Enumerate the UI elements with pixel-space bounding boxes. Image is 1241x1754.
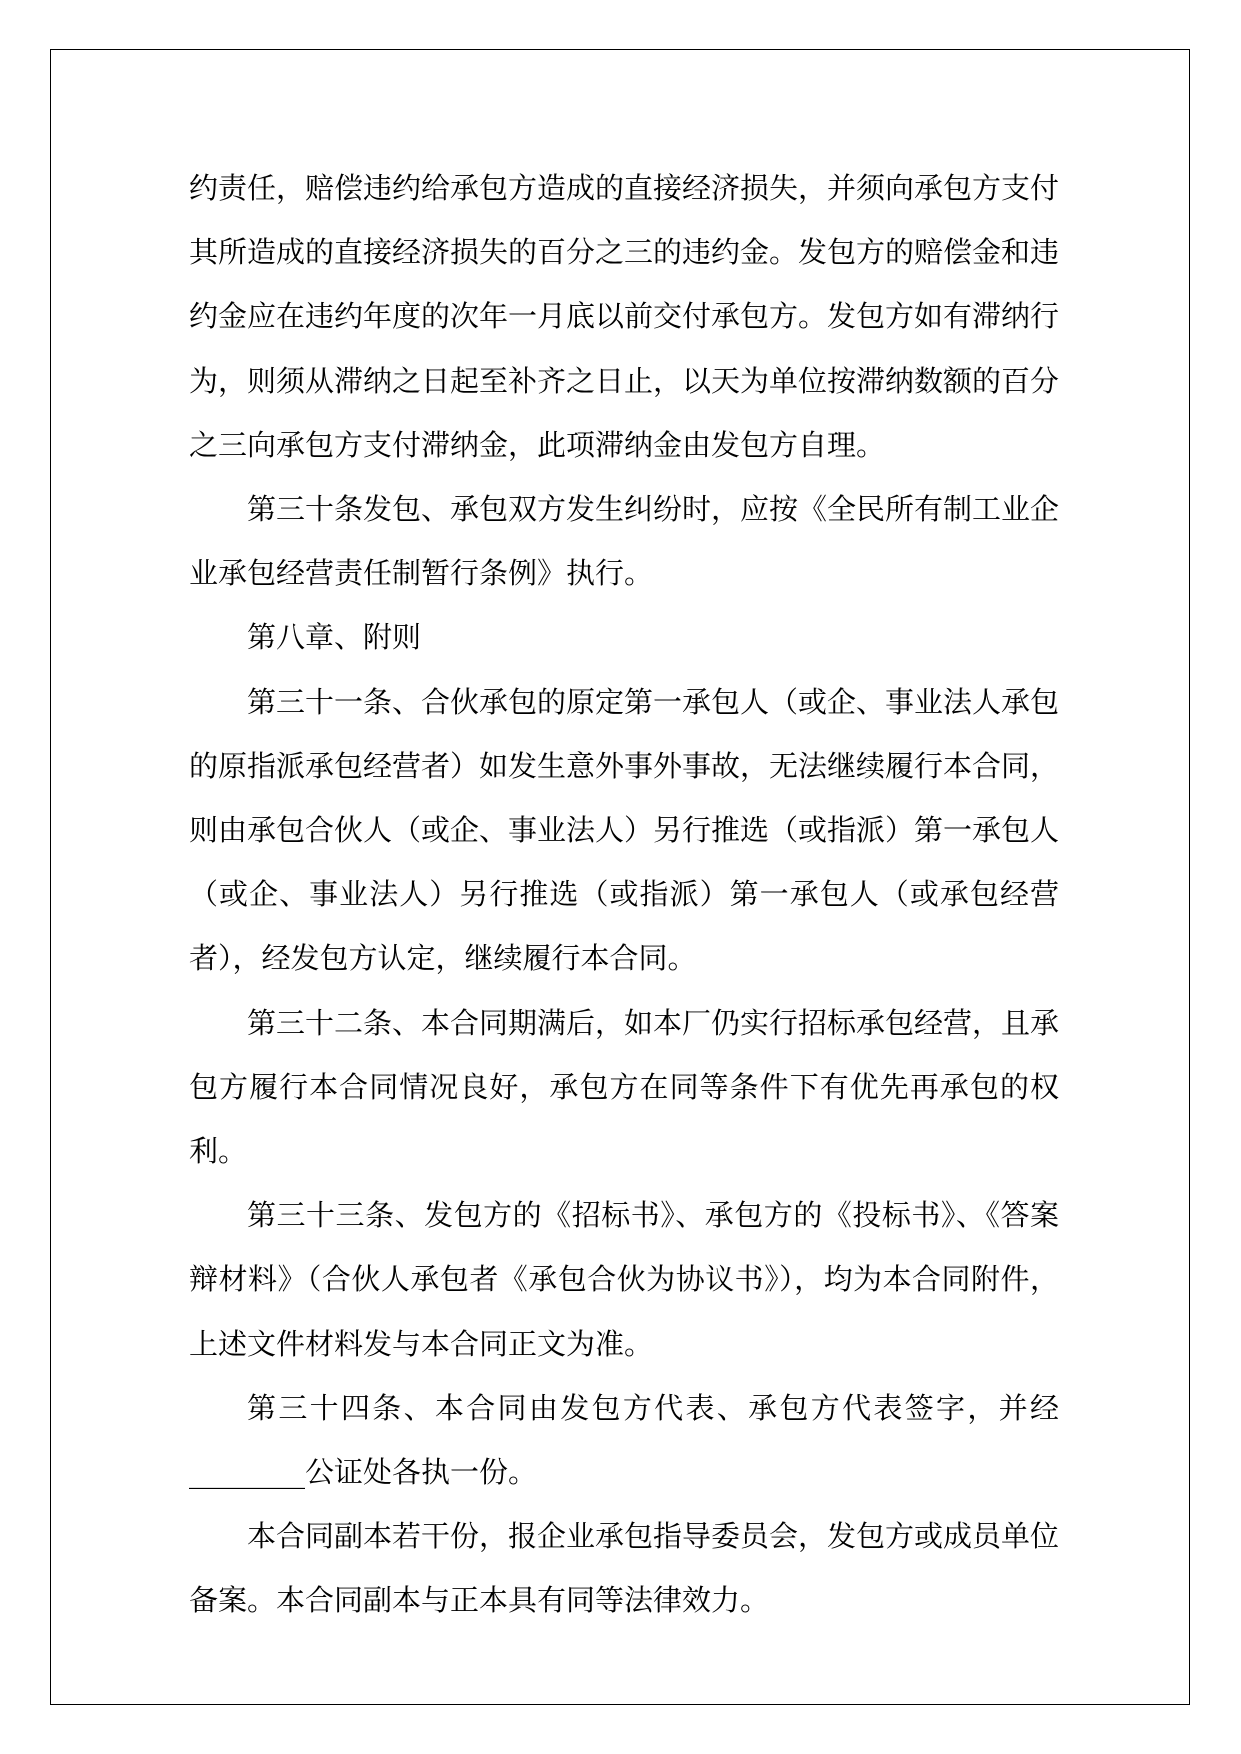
- paragraph-article-33: 第三十三条、发包方的《招标书》、承包方的《投标书》、《答案辩材料》（合伙人承包者《承包合伙为协议书》），均为本合同附件，上述文件材料发与本合同正文为准。: [189, 1198, 1059, 1361]
- paragraph-article-34: 第三十四条、本合同由发包方代表、承包方代表签字，并经________公证处各执一份。: [189, 1390, 1059, 1490]
- paragraph-copies-note: 本合同副本若干份，报企业承包指导委员会，发包方或成员单位备案。本合同副本与正本具有同等法律效力。: [189, 1519, 1060, 1618]
- paragraph-article-31: 第三十一条、合伙承包的原定第一承包人（或企、事业法人承包的原指派承包经营者）如发生意外事外事故，无法继续履行本合同，则由承包合伙人（或企、事业法人）另行推选（或指派）第一承包人（或企、事业法人）另行推选（或指派）第一承包人（或承包经营者），经发包方认定，继续履行本合同。: [189, 684, 1060, 976]
- paragraph-article-32: 第三十二条、本合同期满后，如本厂仍实行招标承包经营，且承包方履行本合同情况良好，承包方在同等条件下有优先再承包的权利。: [189, 1005, 1060, 1169]
- paragraph-article-30: 第三十条发包、承包双方发生纠纷时，应按《全民所有制工业企业承包经营责任制暂行条例》执行。: [189, 492, 1060, 591]
- chapter-heading-supplementary: 第八章、附则: [247, 620, 422, 655]
- paragraph-breach-liability: 约责任，赔偿违约给承包方造成的直接经济损失，并须向承包方支付其所造成的直接经济损失的百分之三的违约金。发包方的赔偿金和违约金应在违约年度的次年一月底以前交付承包方。发包方如有滞纳行为，则须从滞纳之日起至补齐之日止，以天为单位按滞纳数额的百分之三向承包方支付滞纳金，此项滞纳金由发包方自理。: [189, 171, 1060, 462]
- document-body: [189, 156, 1059, 1633]
